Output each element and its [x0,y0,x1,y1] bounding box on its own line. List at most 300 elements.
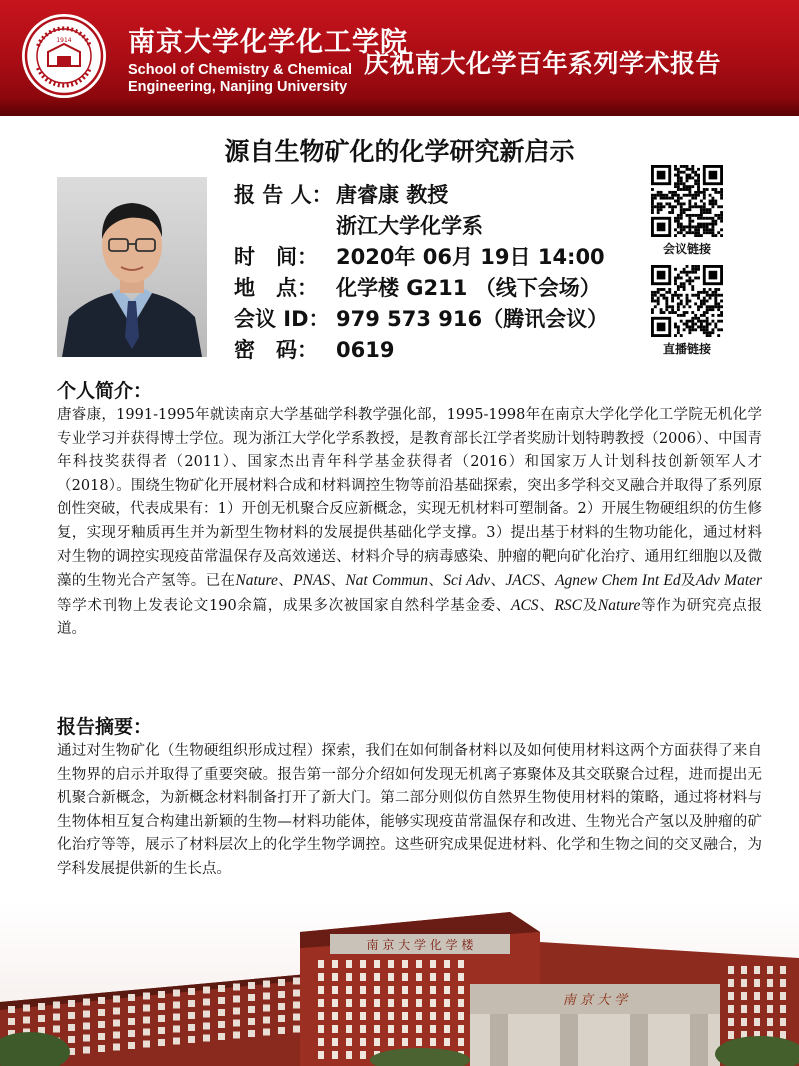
qr-module [683,182,686,185]
qr-module [680,177,683,180]
building-window [263,1029,270,1036]
qr-module [671,300,674,303]
qr-code-icon[interactable] [651,165,723,237]
qr-module [665,194,668,197]
qr-module [691,214,694,217]
qr-module [677,277,680,280]
building-window [360,1051,366,1059]
qr-module [709,231,712,234]
qr-module [686,265,689,268]
qr-module [686,311,689,314]
building-window [263,993,270,1000]
qr-module [694,179,697,182]
qr-module [703,208,706,211]
building-window [128,1030,135,1037]
building-window [728,1005,734,1013]
qr-module [688,208,691,211]
qr-module [686,208,689,211]
building-window [767,1005,773,1013]
building-window [741,1005,747,1013]
building-window [293,990,300,997]
building-window [158,991,165,998]
building-window [780,1031,786,1039]
building-window [741,966,747,974]
qr-module [674,291,677,294]
qr-module [663,197,666,200]
qr-module [700,328,703,331]
qr-module [691,220,694,223]
qr-module [688,277,691,280]
qr-module [706,331,709,334]
building-window [360,960,366,968]
qr-module [703,328,706,331]
qr-module [651,205,654,208]
qr-module [668,288,671,291]
qr-module [691,311,694,314]
qr-module [714,202,717,205]
building-window [143,1029,150,1036]
building-window [293,978,300,985]
separator: 及 [582,597,598,614]
qr-module [703,297,706,300]
qr-module [677,200,680,203]
qr-module [697,291,700,294]
qr-module [720,300,723,303]
building-window [83,999,90,1006]
building-window [402,973,408,981]
qr-module [720,314,723,317]
qr-module [674,323,677,326]
qr-module [706,317,709,320]
qr-module [697,217,700,220]
qr-finder [709,171,718,180]
qr-module [683,202,686,205]
bio-text-part: 等学术刊物上发表论文190余篇，成果多次被国家自然科学基金委、 [57,597,511,614]
qr-module [691,328,694,331]
qr-module [720,194,723,197]
qr-module [680,179,683,182]
qr-module [697,214,700,217]
place-value: 化学楼 G211 （线下会场） [336,276,601,300]
qr-module [711,308,714,311]
qr-module [686,271,689,274]
qr-module [700,291,703,294]
qr-module [694,302,697,305]
separator: 、 [330,573,346,590]
qr-module [694,231,697,234]
building-window [8,1018,15,1025]
qr-module [677,297,680,300]
building-window [98,1021,105,1028]
separator: 、 [539,573,556,590]
qr-module [691,185,694,188]
qr-module [686,294,689,297]
qr-module [674,168,677,171]
qr-module [714,200,717,203]
qr-module [691,225,694,228]
qr-module [686,214,689,217]
qr-module [671,308,674,311]
qr-module [680,277,683,280]
building-window [754,966,760,974]
building-window [430,986,436,994]
building-window [416,1038,422,1046]
qr-module [706,208,709,211]
bio-text-part: 等作为研究亮点报道。 [57,597,763,638]
qr-finder [709,271,718,280]
building-window [430,1025,436,1033]
qr-module [680,282,683,285]
qr-module [703,320,706,323]
building-window [188,988,195,995]
building-window [113,1032,120,1039]
qr-module [657,288,660,291]
gate-sign: 南 京 大 学 [562,993,628,1008]
qr-module [691,171,694,174]
qr-module [697,185,700,188]
building-window [248,1006,255,1013]
qr-module [703,205,706,208]
qr-module [688,174,691,177]
qr-module [706,294,709,297]
qr-module [717,288,720,291]
qr-module [688,325,691,328]
journal-name: PNAS [293,572,331,590]
building-window [728,1018,734,1026]
qr-module [691,323,694,326]
qr-module [709,208,712,211]
building-window [8,1006,15,1013]
building-window [68,1024,75,1031]
building-window [374,960,380,968]
building-window [128,1006,135,1013]
building-window [332,986,338,994]
qr-module [706,320,709,323]
qr-module [706,323,709,326]
building-window [248,1018,255,1025]
qr-module [654,197,657,200]
qr-module [714,291,717,294]
qr-module [677,223,680,226]
qr-module [694,234,697,237]
building-window [332,999,338,1007]
live-qr[interactable] [651,265,723,357]
building-window [218,1021,225,1028]
qr-module [683,211,686,214]
qr-module [688,279,691,282]
qr-module [706,231,709,234]
qr-module [657,191,660,194]
building-window [728,1031,734,1039]
qr-module [700,302,703,305]
qr-module [688,223,691,226]
banner-shadow [0,98,799,116]
meeting-qr[interactable] [651,165,723,257]
building-window [374,999,380,1007]
qr-module [709,297,712,300]
qr-module [720,228,723,231]
qr-module [663,288,666,291]
building-window [188,1024,195,1031]
qr-module [711,320,714,323]
qr-module [709,294,712,297]
qr-module [697,325,700,328]
qr-module [700,320,703,323]
qr-module [697,177,700,180]
separator: 、 [538,597,555,614]
qr-module [677,217,680,220]
qr-module [677,314,680,317]
qr-module [683,328,686,331]
qr-module [706,188,709,191]
qr-module [657,202,660,205]
qr-module [711,202,714,205]
qr-module [668,191,671,194]
building-window [83,1047,90,1054]
qr-module [694,271,697,274]
speaker-row [234,180,448,210]
qr-module [720,197,723,200]
building-window [318,999,324,1007]
building-window [430,1012,436,1020]
building-window [346,1012,352,1020]
qr-module [703,191,706,194]
building-window [113,996,120,1003]
building-window [346,1025,352,1033]
qr-module [677,285,680,288]
qr-module [706,217,709,220]
qr-module [697,305,700,308]
qr-module [694,214,697,217]
qr-module [694,277,697,280]
building-window [458,960,464,968]
qr-module [668,197,671,200]
qr-module [686,274,689,277]
building-window [402,999,408,1007]
qr-module [654,205,657,208]
building-window [278,979,285,986]
qr-module [686,179,689,182]
meeting-id-row [234,304,608,334]
qr-module [700,223,703,226]
qr-module [651,291,654,294]
qr-module [691,294,694,297]
qr-module [663,297,666,300]
building-window [741,979,747,987]
qr-module [709,331,712,334]
qr-module [703,300,706,303]
qr-module [697,308,700,311]
qr-module [686,225,689,228]
journal-name: Nature [597,596,641,614]
qr-module [651,300,654,303]
building-window [158,1003,165,1010]
qr-module [677,225,680,228]
building-window [188,1000,195,1007]
building-window [98,1045,105,1052]
qr-module [677,305,680,308]
building-window [233,996,240,1003]
qr-module [674,228,677,231]
qr-module [714,297,717,300]
building-window [318,986,324,994]
journal-name: Agnew Chem Int Ed [555,572,681,590]
qr-module [709,334,712,337]
building-window [444,986,450,994]
qr-module [671,305,674,308]
qr-module [686,165,689,168]
qr-module [697,225,700,228]
qr-module [697,182,700,185]
password-value: 0619 [336,338,395,362]
qr-module [651,188,654,191]
qr-module [688,185,691,188]
journal-name: Nat Commun [345,572,428,590]
qr-module [694,228,697,231]
building-window [38,1003,45,1010]
qr-module [711,197,714,200]
building-window [318,973,324,981]
qr-module [711,205,714,208]
building-window [203,1011,210,1018]
qr-module [703,194,706,197]
speaker-label: 报 告 人： [234,183,333,207]
building-window [218,1033,225,1040]
qr-module [714,325,717,328]
qr-module [694,194,697,197]
qr-module [683,188,686,191]
qr-module [691,285,694,288]
building-window [402,1012,408,1020]
qr-code-icon[interactable] [651,265,723,337]
qr-module [688,194,691,197]
organization-name: RSC [554,596,583,614]
qr-module [683,228,686,231]
qr-module [657,297,660,300]
qr-module [711,234,714,237]
qr-module [709,323,712,326]
qr-module [717,328,720,331]
qr-module [709,305,712,308]
organization-name: ACS [510,596,539,614]
qr-module [674,294,677,297]
journal-name: JACS [505,572,540,590]
qr-module [688,202,691,205]
qr-module [703,228,706,231]
qr-module [686,231,689,234]
qr-module [720,305,723,308]
building-window [332,1051,338,1059]
qr-module [660,202,663,205]
qr-module [683,323,686,326]
qr-module [686,185,689,188]
qr-module [694,265,697,268]
qr-module [711,331,714,334]
qr-module [674,268,677,271]
building-window [444,1012,450,1020]
qr-module [709,308,712,311]
qr-module [720,205,723,208]
building-window [83,1011,90,1018]
building-window [374,1012,380,1020]
building-window [388,986,394,994]
building-window [346,1038,352,1046]
qr-module [700,191,703,194]
qr-module [660,308,663,311]
qr-module [677,179,680,182]
building-window [402,1038,408,1046]
building-window [416,1025,422,1033]
qr-module [686,188,689,191]
qr-module [703,188,706,191]
qr-module [677,197,680,200]
qr-module [651,197,654,200]
building-window [754,1018,760,1026]
qr-module [686,297,689,300]
qr-module [660,197,663,200]
building-window [263,1017,270,1024]
building-window [98,997,105,1004]
qr-module [711,305,714,308]
building-window [458,1025,464,1033]
building-window [416,1012,422,1020]
qr-module [694,197,697,200]
qr-module [686,325,689,328]
qr-module [680,205,683,208]
qr-module [677,288,680,291]
building-window [754,992,760,1000]
qr-module [668,305,671,308]
qr-module [691,231,694,234]
qr-module [683,225,686,228]
building-window [83,1035,90,1042]
building-window [388,960,394,968]
qr-module [688,177,691,180]
qr-module [720,217,723,220]
qr-module [668,311,671,314]
qr-module [711,231,714,234]
building-window [278,1003,285,1010]
building-window [203,999,210,1006]
qr-module [671,211,674,214]
qr-module [665,297,668,300]
live-qr-label: 直播链接 [662,342,711,356]
qr-module [697,268,700,271]
qr-module [714,302,717,305]
qr-module [686,194,689,197]
qr-module [680,182,683,185]
qr-module [703,325,706,328]
qr-module [683,208,686,211]
qr-module [720,191,723,194]
building-window [444,999,450,1007]
qr-module [709,223,712,226]
qr-module [677,331,680,334]
building-window [780,1005,786,1013]
qr-module [671,191,674,194]
qr-module [711,225,714,228]
qr-module [688,191,691,194]
building-window [430,960,436,968]
qr-module [717,334,720,337]
qr-module [714,214,717,217]
bio-heading: 个人简介： [57,380,153,402]
qr-module [677,214,680,217]
qr-module [706,291,709,294]
qr-module [674,334,677,337]
qr-module [674,194,677,197]
qr-module [674,325,677,328]
